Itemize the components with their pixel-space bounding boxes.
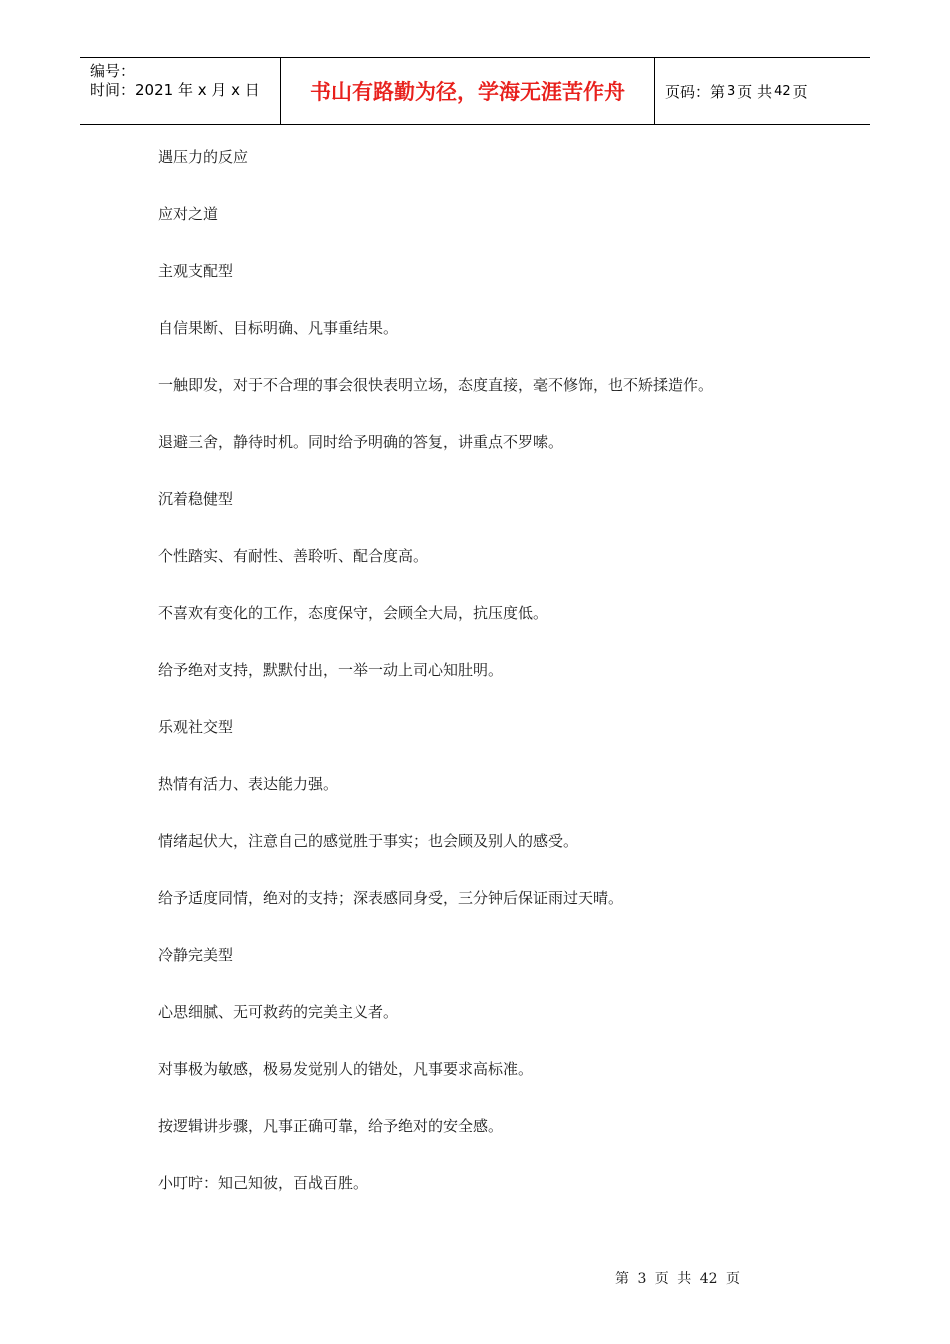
paragraph: 乐观社交型 bbox=[158, 718, 234, 736]
page-header bbox=[80, 57, 870, 125]
paragraph: 小叮咛：知己知彼，百战百胜。 bbox=[158, 1174, 369, 1192]
paragraph: 冷静完美型 bbox=[158, 946, 234, 964]
paragraph: 给予适度同情，绝对的支持；深表感同身受，三分钟后保证雨过天晴。 bbox=[158, 889, 624, 907]
header-meta bbox=[80, 58, 281, 124]
paragraph: 遇压力的反应 bbox=[158, 148, 249, 166]
header-page-code bbox=[655, 58, 870, 124]
document-number-label: 编号： bbox=[90, 62, 136, 80]
paragraph: 退避三舍，静待时机。同时给予明确的答复，讲重点不罗嗦。 bbox=[158, 433, 564, 451]
document-time-label: 时间：2021 年 x 月 x 日 bbox=[90, 81, 260, 99]
paragraph: 给予绝对支持，默默付出，一举一动上司心知肚明。 bbox=[158, 661, 504, 679]
page-code-current: 3 bbox=[727, 83, 736, 99]
page-code-suffix: 页 bbox=[792, 82, 808, 101]
paragraph: 一触即发，对于不合理的事会很快表明立场，态度直接，毫不修饰，也不矫揉造作。 bbox=[158, 376, 714, 394]
paragraph: 情绪起伏大，注意自己的感觉胜于事实；也会顾及别人的感受。 bbox=[158, 832, 579, 850]
paragraph: 心思细腻、无可救药的完美主义者。 bbox=[158, 1003, 399, 1021]
paragraph: 主观支配型 bbox=[158, 262, 234, 280]
page-code-mid: 页 共 bbox=[737, 82, 773, 101]
paragraph: 按逻辑讲步骤，凡事正确可靠，给予绝对的安全感。 bbox=[158, 1117, 504, 1135]
header-motto: 书山有路勤为径，学海无涯苦作舟 bbox=[281, 58, 655, 124]
document-body bbox=[158, 146, 858, 1229]
page-footer: 第 3 页 共 42 页 bbox=[615, 1271, 740, 1287]
paragraph: 自信果断、目标明确、凡事重结果。 bbox=[158, 319, 399, 337]
paragraph: 热情有活力、表达能力强。 bbox=[158, 775, 339, 793]
page-code-prefix: 页码：第 bbox=[665, 82, 726, 101]
paragraph: 沉着稳健型 bbox=[158, 490, 234, 508]
paragraph: 应对之道 bbox=[158, 205, 219, 223]
page-code-total: 42 bbox=[774, 83, 791, 99]
paragraph: 对事极为敏感，极易发觉别人的错处，凡事要求高标准。 bbox=[158, 1060, 534, 1078]
paragraph: 不喜欢有变化的工作，态度保守，会顾全大局，抗压度低。 bbox=[158, 604, 549, 622]
paragraph: 个性踏实、有耐性、善聆听、配合度高。 bbox=[158, 547, 429, 565]
